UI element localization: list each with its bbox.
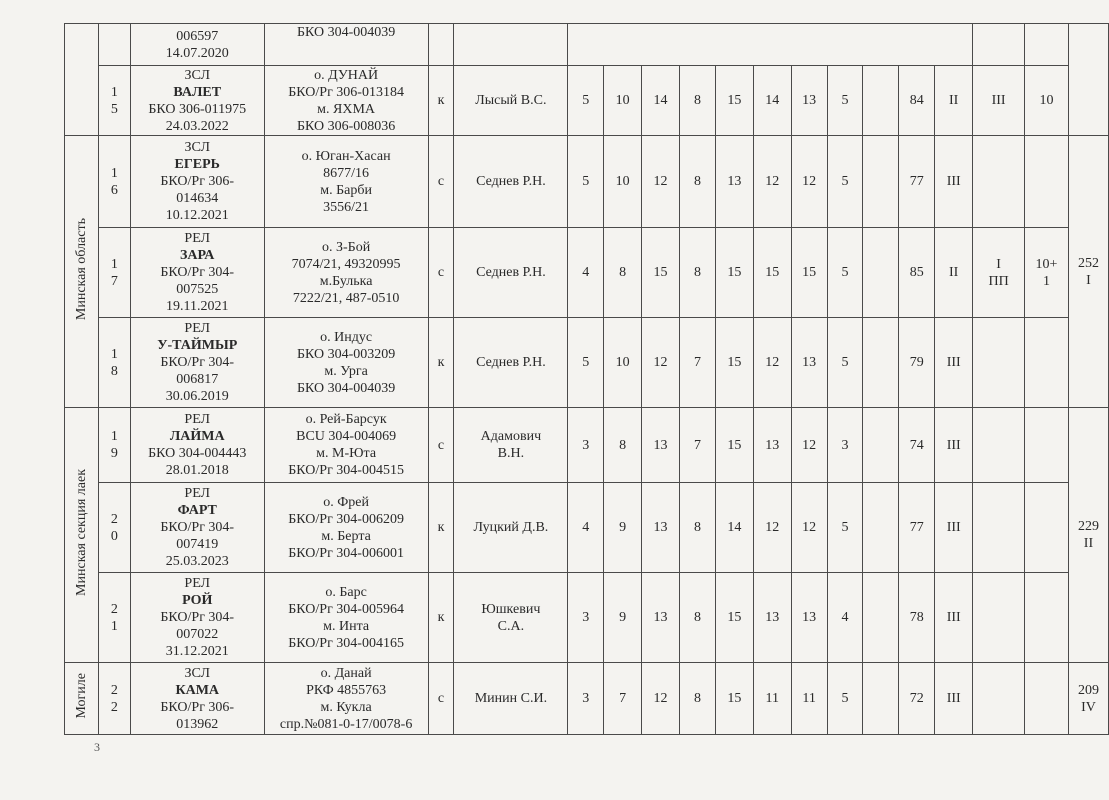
region-cell: [65, 136, 99, 408]
team-points-cell: [1025, 483, 1069, 573]
sex-cell: к: [428, 483, 454, 573]
region-cell-blank: [65, 24, 99, 136]
total-cell: 77: [899, 483, 935, 573]
parents-cell: о. Индус БКО 304-003209 м. Урга БКО 304-004039: [264, 318, 428, 408]
score-cell: 4: [827, 573, 863, 663]
score-cell: 14: [753, 66, 791, 136]
score-cell: 12: [753, 318, 791, 408]
team-total-cell: 209 IV: [1068, 663, 1108, 735]
score-cell: 15: [642, 228, 680, 318]
score-cell: 14: [642, 66, 680, 136]
table-row: [65, 24, 1109, 66]
score-cell: [863, 408, 899, 483]
owner-cell: Седнев Р.Н.: [454, 228, 568, 318]
dog-cell: РЕЛ РОЙ БКО/Рг 304- 007022 31.12.2021: [130, 573, 264, 663]
dog-name: ЛАЙМА: [169, 429, 225, 444]
scores-cell-blank: [568, 24, 973, 66]
dog-cell: РЕЛ У-ТАЙМЫР БКО/Рг 304- 006817 30.06.2019: [130, 318, 264, 408]
score-cell: 3: [568, 663, 604, 735]
region-label: Минская область: [73, 217, 89, 321]
score-cell: 4: [568, 483, 604, 573]
owner-cell: Седнев Р.Н.: [454, 136, 568, 228]
score-cell: 8: [680, 136, 716, 228]
diploma-cell: III: [935, 318, 973, 408]
score-cell: 11: [753, 663, 791, 735]
dog-name: ВАЛЕТ: [173, 84, 222, 100]
score-cell: 8: [680, 483, 716, 573]
score-cell: 12: [642, 136, 680, 228]
total-cell: 72: [899, 663, 935, 735]
score-cell: 7: [680, 318, 716, 408]
score-cell: 5: [827, 663, 863, 735]
score-cell: 8: [680, 66, 716, 136]
score-cell: 9: [604, 483, 642, 573]
score-cell: 15: [715, 573, 753, 663]
score-cell: 13: [715, 136, 753, 228]
dog-breed: ЗСЛ: [184, 67, 210, 83]
team-points-cell: [1025, 24, 1069, 66]
diploma-cell: III: [935, 663, 973, 735]
team-total-cell: [1068, 24, 1108, 136]
row-number: [98, 24, 130, 66]
score-cell: 9: [604, 573, 642, 663]
owner-cell: Луцкий Д.В.: [454, 483, 568, 573]
sex-cell: [428, 24, 454, 66]
parents-cell: о. Рей-Барсук BCU 304-004069 м. М-Юта БКО/Рг 304-004515: [264, 408, 428, 483]
table-row: [65, 66, 1109, 136]
team-points-cell: [1025, 318, 1069, 408]
team-diploma-cell: [973, 663, 1025, 735]
dog-name: ЗАРА: [180, 248, 215, 263]
score-cell: 5: [568, 66, 604, 136]
score-cell: 12: [753, 136, 791, 228]
row-number: 1 6: [98, 136, 130, 228]
score-cell: 13: [642, 483, 680, 573]
table-row: [65, 228, 1109, 318]
score-cell: 10: [604, 318, 642, 408]
diploma-cell: III: [935, 483, 973, 573]
score-cell: 7: [680, 408, 716, 483]
score-cell: 15: [791, 228, 827, 318]
owner-cell: Минин С.И.: [454, 663, 568, 735]
score-cell: 10: [604, 66, 642, 136]
page-mark: 3: [94, 740, 100, 754]
dog-cell: ЗСЛ ЕГЕРЬ БКО/Рг 306- 014634 10.12.2021: [130, 136, 264, 228]
sex-cell: с: [428, 663, 454, 735]
team-total-cell: 252 I: [1068, 136, 1108, 408]
row-number: 2 0: [98, 483, 130, 573]
row-number: 1 9: [98, 408, 130, 483]
table-row: [65, 318, 1109, 408]
team-diploma-cell: [973, 136, 1025, 228]
team-points-cell: 10: [1025, 66, 1069, 136]
score-cell: [863, 663, 899, 735]
team-points-cell: [1025, 663, 1069, 735]
team-diploma-cell: [973, 24, 1025, 66]
parents-cell: о. Данай РКФ 4855763 м. Кукла спр.№081-0-17/0078-6: [264, 663, 428, 735]
total-cell: 74: [899, 408, 935, 483]
dog-name: ЕГЕРЬ: [174, 157, 220, 172]
team-points-cell: [1025, 573, 1069, 663]
score-cell: 8: [604, 408, 642, 483]
score-cell: 8: [680, 228, 716, 318]
dog-name: ФАРТ: [177, 503, 217, 518]
table-row: [65, 136, 1109, 228]
score-cell: 11: [791, 663, 827, 735]
score-cell: 13: [753, 573, 791, 663]
dog-reg: БКО 306-011975: [148, 101, 247, 117]
team-points-cell: [1025, 136, 1069, 228]
parents-line: БКО 304-004039: [296, 25, 396, 40]
dog-name: РОЙ: [182, 593, 213, 608]
team-diploma-cell: I ПП: [973, 228, 1025, 318]
score-cell: 5: [827, 228, 863, 318]
sex-cell: с: [428, 136, 454, 228]
score-cell: 14: [715, 483, 753, 573]
score-cell: [863, 318, 899, 408]
score-cell: 15: [715, 408, 753, 483]
table-row: [65, 408, 1109, 483]
row-number: 1 5: [98, 66, 130, 136]
parents-cell: о. ДУНАЙ БКО/Рг 306-013184 м. ЯХМА БКО 306-008036: [264, 66, 428, 136]
total-cell: 84: [899, 66, 935, 136]
dog-birthdate: 24.03.2022: [165, 118, 229, 134]
owner-cell: Юшкевич С.А.: [454, 573, 568, 663]
sex-cell: к: [428, 66, 454, 136]
dog-cell: РЕЛ ЛАЙМА БКО 304-004443 28.01.2018: [130, 408, 264, 483]
score-cell: 15: [715, 228, 753, 318]
score-cell: 3: [568, 408, 604, 483]
score-cell: 5: [827, 66, 863, 136]
score-cell: [863, 66, 899, 136]
dog-birthdate: 14.07.2020: [165, 45, 229, 61]
score-cell: 12: [791, 136, 827, 228]
results-table: [64, 23, 1109, 735]
score-cell: 12: [642, 318, 680, 408]
row-number: 1 8: [98, 318, 130, 408]
region-label: Могиле: [73, 673, 89, 719]
table-row: [65, 663, 1109, 735]
owner-cell: Лысый В.С.: [454, 66, 568, 136]
score-cell: 12: [753, 483, 791, 573]
dog-name: КАМА: [175, 682, 220, 698]
score-cell: 15: [715, 318, 753, 408]
team-points-cell: 10+ 1: [1025, 228, 1069, 318]
region-cell: [65, 663, 99, 735]
score-cell: [863, 573, 899, 663]
owner-cell: Адамович В.Н.: [454, 408, 568, 483]
team-diploma-cell: [973, 483, 1025, 573]
score-cell: 13: [791, 573, 827, 663]
score-cell: 12: [791, 408, 827, 483]
diploma-cell: II: [935, 228, 973, 318]
sex-cell: к: [428, 573, 454, 663]
score-cell: 5: [827, 318, 863, 408]
owner-cell: [454, 24, 568, 66]
total-cell: 77: [899, 136, 935, 228]
score-cell: 5: [568, 318, 604, 408]
team-diploma-cell: [973, 318, 1025, 408]
dog-cell: РЕЛ ФАРТ БКО/Рг 304- 007419 25.03.2023: [130, 483, 264, 573]
diploma-cell: III: [935, 573, 973, 663]
dog-cell: РЕЛ ЗАРА БКО/Рг 304- 007525 19.11.2021: [130, 228, 264, 318]
diploma-cell: III: [935, 136, 973, 228]
team-diploma-cell: [973, 408, 1025, 483]
dog-cell: ЗСЛ КАМА БКО/Рг 306- 013962: [130, 663, 264, 735]
sex-cell: с: [428, 408, 454, 483]
score-cell: [863, 483, 899, 573]
score-cell: 13: [753, 408, 791, 483]
score-cell: 7: [604, 663, 642, 735]
dog-name: У-ТАЙМЫР: [157, 338, 238, 353]
region-cell: [65, 408, 99, 663]
team-total-cell: 229 II: [1068, 408, 1108, 663]
score-cell: [863, 136, 899, 228]
row-number: 2 1: [98, 573, 130, 663]
score-cell: 5: [568, 136, 604, 228]
score-cell: 13: [791, 318, 827, 408]
parents-cell: о. Фрей БКО/Рг 304-006209 м. Берта БКО/Рг 304-006001: [264, 483, 428, 573]
table-row: [65, 573, 1109, 663]
sex-cell: с: [428, 228, 454, 318]
score-cell: 13: [642, 408, 680, 483]
team-diploma-cell: [973, 573, 1025, 663]
table-row: [65, 483, 1109, 573]
score-cell: 10: [604, 136, 642, 228]
parents-cell: о. Юган-Хасан 8677/16 м. Барби 3556/21: [264, 136, 428, 228]
score-cell: 8: [680, 663, 716, 735]
score-cell: 15: [715, 663, 753, 735]
score-cell: 8: [604, 228, 642, 318]
sex-cell: к: [428, 318, 454, 408]
score-cell: 15: [753, 228, 791, 318]
diploma-cell: III: [935, 408, 973, 483]
diploma-cell: II: [935, 66, 973, 136]
score-cell: 5: [827, 136, 863, 228]
row-number: 1 7: [98, 228, 130, 318]
owner-cell: Седнев Р.Н.: [454, 318, 568, 408]
parents-cell: о. Барс БКО/Рг 304-005964 м. Инта БКО/Рг 304-004165: [264, 573, 428, 663]
total-cell: 85: [899, 228, 935, 318]
score-cell: 13: [642, 573, 680, 663]
score-cell: 5: [827, 483, 863, 573]
score-cell: 15: [715, 66, 753, 136]
team-diploma-cell: III: [973, 66, 1025, 136]
score-cell: [863, 228, 899, 318]
row-number: 2 2: [98, 663, 130, 735]
dog-cell: [130, 24, 264, 66]
parents-cell: [264, 24, 428, 66]
score-cell: 3: [568, 573, 604, 663]
region-label: Минская секция лаек: [73, 469, 89, 596]
parents-cell: о. З-Бой 7074/21, 49320995 м.Булька 7222/21, 487-0510: [264, 228, 428, 318]
dog-reg: 006597: [176, 28, 219, 44]
total-cell: 79: [899, 318, 935, 408]
score-cell: 8: [680, 573, 716, 663]
total-cell: 78: [899, 573, 935, 663]
dog-cell: [130, 66, 264, 136]
score-cell: 13: [791, 66, 827, 136]
score-cell: 4: [568, 228, 604, 318]
score-cell: 12: [642, 663, 680, 735]
team-points-cell: [1025, 408, 1069, 483]
score-cell: 12: [791, 483, 827, 573]
score-cell: 3: [827, 408, 863, 483]
